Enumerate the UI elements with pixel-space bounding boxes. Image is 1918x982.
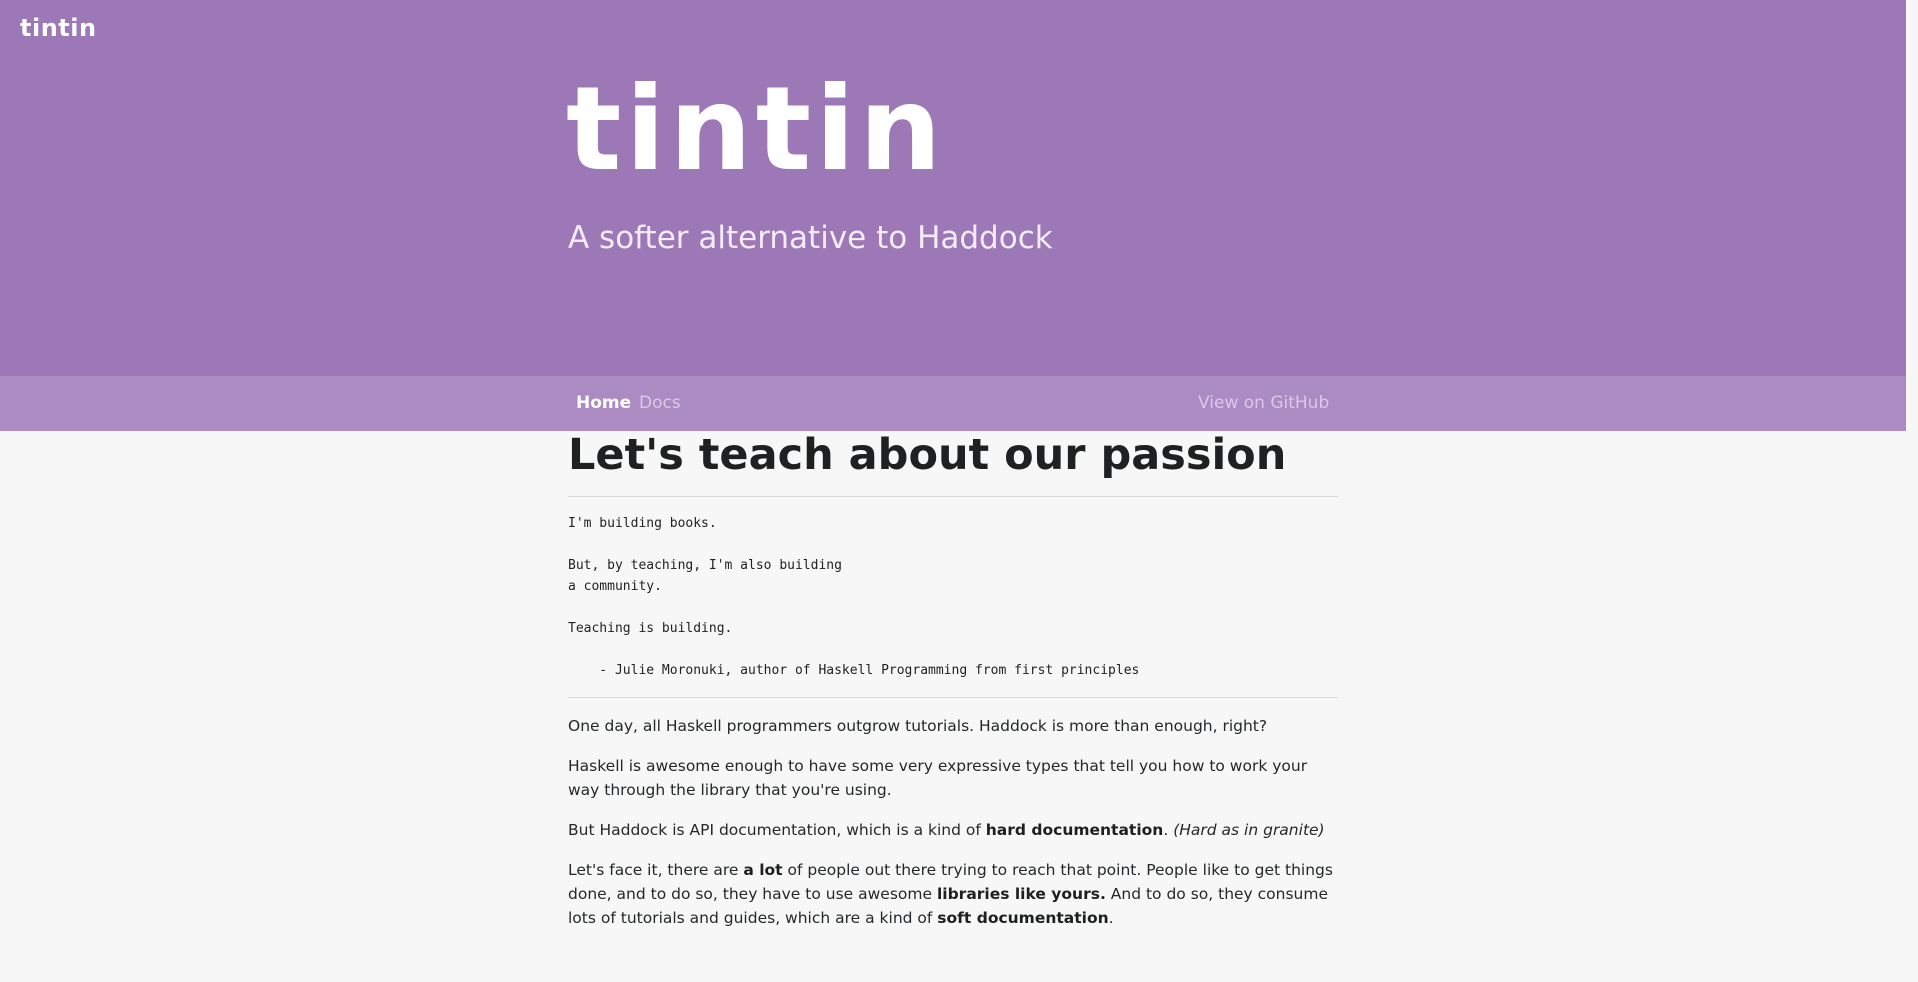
text-span: And to do so, they consume lots of tutorials and guides, which are a kind of	[568, 885, 1329, 928]
quote-line: I'm building books.	[568, 516, 717, 532]
text-span: of people out there trying to reach that point. People like to get things done, and to do so, they have to use awesome	[568, 861, 1333, 904]
emphasis-libraries-like-yours: libraries like yours.	[936, 885, 1106, 904]
hero-title: tintin	[566, 62, 946, 197]
view-on-github-link[interactable]: View on GitHub	[1198, 393, 1330, 413]
paragraph-hard-documentation	[568, 818, 1338, 842]
paragraph-soft-documentation	[568, 858, 1338, 930]
nav-docs-link[interactable]: Docs	[639, 393, 681, 413]
hero-banner	[0, 0, 1906, 376]
emphasis-hard-documentation: hard documentation	[985, 821, 1164, 840]
quote-line: Teaching is building.	[568, 621, 733, 637]
text-span: .	[1163, 821, 1174, 840]
page-heading: Let's teach about our passion	[568, 431, 1338, 497]
quote-line: But, by teaching, I'm also building	[568, 558, 842, 574]
emphasis-soft-documentation: soft documentation	[937, 909, 1109, 928]
nav-home-link[interactable]: Home	[576, 393, 632, 413]
aside-hard-as-granite: (Hard as in granite)	[1173, 821, 1325, 840]
main-content	[568, 431, 1338, 930]
quote-block	[568, 497, 1338, 698]
text-span: Let's face it, there are	[568, 861, 744, 880]
paragraph-expressive-types: Haskell is awesome enough to have some very expressive types that tell you how to work your way through the library that you're using.	[568, 757, 1308, 800]
brand-logo-link[interactable]: tintin	[20, 14, 97, 42]
navbar	[0, 376, 1906, 431]
emphasis-a-lot: a lot	[743, 861, 783, 880]
paragraph-outgrow-tutorials: One day, all Haskell programmers outgrow tutorials. Haddock is more than enough, right?	[568, 717, 1268, 736]
text-span: But Haddock is API documentation, which is a kind of	[568, 821, 986, 840]
quote-attribution: - Julie Moronuki, author of Haskell Programming from first principles	[568, 663, 1140, 679]
quote-line: a community.	[568, 579, 662, 595]
hero-subtitle: A softer alternative to Haddock	[568, 220, 1053, 256]
text-span: .	[1108, 909, 1114, 928]
